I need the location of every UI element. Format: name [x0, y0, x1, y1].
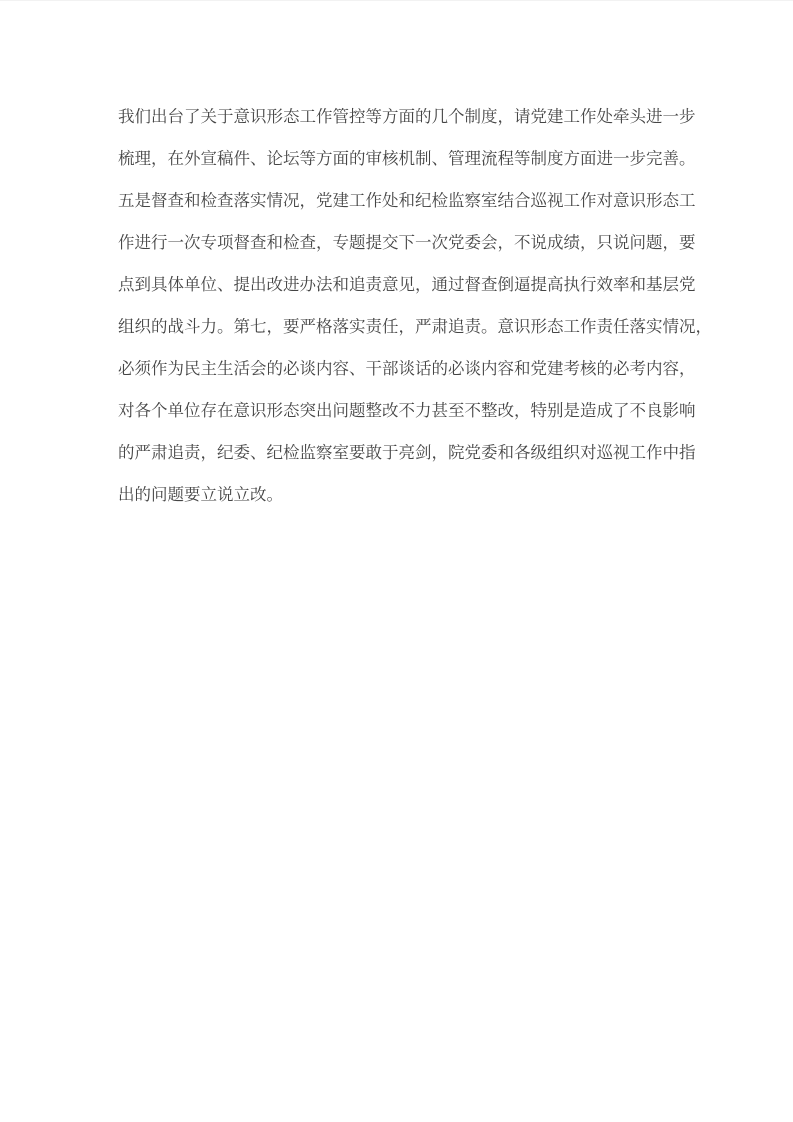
text-line: 的严肃追责，纪委、纪检监察室要敢于亮剑，院党委和各级组织对巡视工作中指 — [118, 444, 696, 462]
text-line: 五是督查和检查落实情况，党建工作处和纪检监察室结合巡视工作对意识形态工 — [118, 192, 696, 210]
text-line: 我们出台了关于意识形态工作管控等方面的几个制度，请党建工作处牵头进一步 — [118, 108, 696, 126]
text-line: 点到具体单位、提出改进办法和追责意见，通过督查倒逼提高执行效率和基层党 — [118, 276, 696, 294]
text-line: 必须作为民主生活会的必谈内容、干部谈话的必谈内容和党建考核的必考内容， — [118, 360, 696, 378]
text-line: 组织的战斗力。第七，要严格落实责任，严肃追责。意识形态工作责任落实情况， — [118, 318, 712, 336]
paragraph-block — [118, 96, 712, 516]
text-line: 对各个单位存在意识形态突出问题整改不力甚至不整改，特别是造成了不良影响 — [118, 402, 696, 420]
text-line: 出的问题要立说立改。 — [118, 486, 283, 504]
text-line: 梳理，在外宣稿件、论坛等方面的审核机制、管理流程等制度方面进一步完善。 — [118, 150, 696, 168]
text-line: 作进行一次专项督查和检查，专题提交下一次党委会，不说成绩，只说问题，要 — [118, 234, 696, 252]
